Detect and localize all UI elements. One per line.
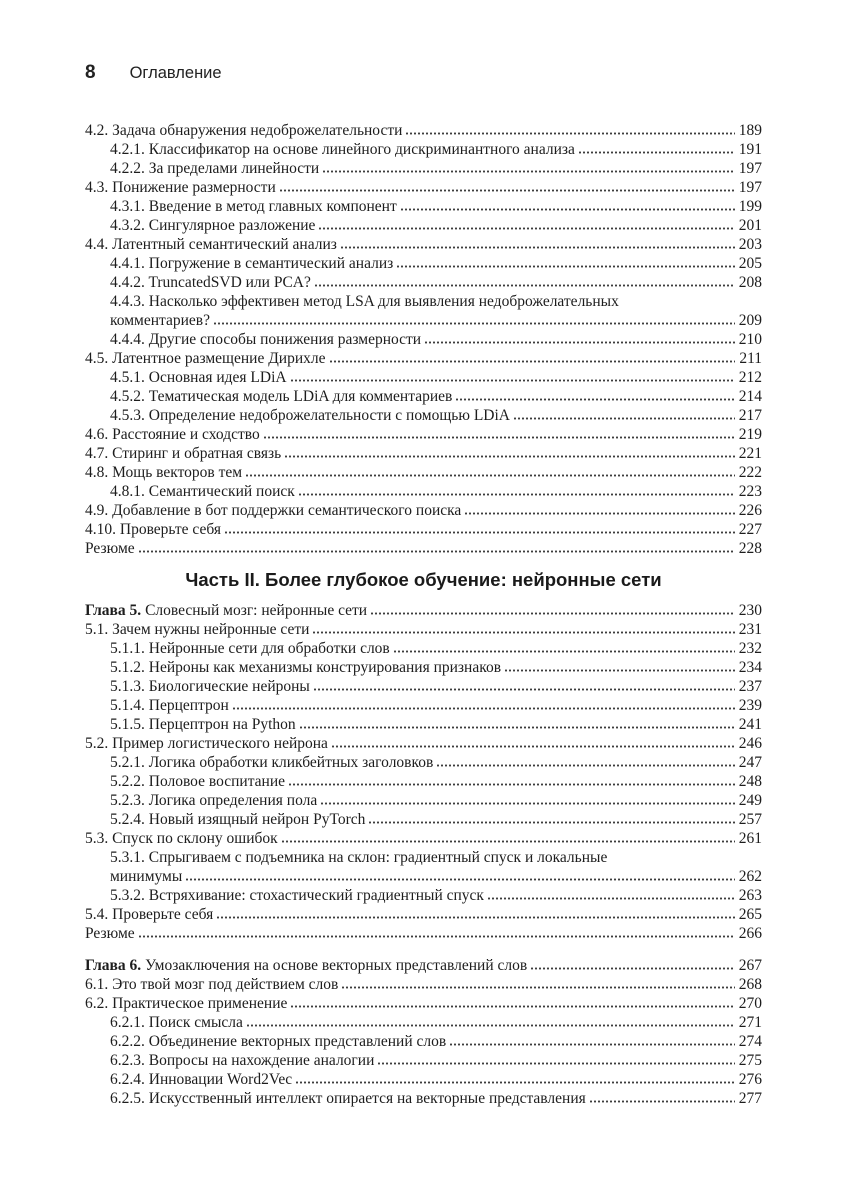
toc-page-number: 234 — [738, 659, 762, 676]
toc-page-number: 214 — [738, 388, 762, 405]
dot-leader — [295, 1081, 735, 1084]
toc-entry — [85, 810, 762, 829]
dot-leader — [185, 878, 734, 881]
toc-entry-title: 5.2.3. Логика определения пола — [110, 792, 318, 809]
toc-entry — [85, 829, 762, 848]
toc-page-number: 276 — [738, 1071, 762, 1088]
dot-leader — [370, 612, 735, 615]
toc-entry-row — [110, 677, 762, 696]
dot-leader — [213, 322, 735, 325]
toc-page-number: 189 — [738, 122, 762, 139]
toc-entry-row — [110, 886, 762, 905]
toc-entry-title: 5.1.4. Перцептрон — [110, 697, 229, 714]
toc-entry-title: 5.3.1. Спрыгиваем с подъемника на склон: градиентный спуск и локальные — [110, 849, 608, 866]
toc-entry-row — [85, 425, 762, 444]
toc-entry — [85, 501, 762, 520]
toc-entry-title: 4.5.2. Тематическая модель LDiA для комментариев — [110, 388, 453, 405]
dot-leader — [530, 967, 735, 970]
toc-entry-row — [110, 368, 762, 387]
toc-entry-title: 4.2.2. За пределами линейности — [110, 160, 320, 177]
toc-entry-title: 5.3. Спуск по склону ошибок — [85, 830, 278, 847]
toc-entry — [85, 639, 762, 658]
toc-entry — [85, 444, 762, 463]
toc-entry — [85, 216, 762, 235]
dot-leader — [464, 512, 734, 515]
toc-entry-title: 5.2.2. Половое воспитание — [110, 773, 286, 790]
toc — [85, 121, 762, 1108]
dot-leader — [487, 897, 735, 900]
dot-leader — [329, 360, 736, 363]
dot-leader — [290, 379, 735, 382]
toc-entry — [85, 1070, 762, 1089]
dot-leader — [263, 436, 735, 439]
toc-entry — [85, 292, 762, 330]
toc-block — [85, 601, 762, 943]
toc-entry-row — [110, 791, 762, 810]
toc-page-number: 226 — [738, 502, 762, 519]
toc-entry — [85, 994, 762, 1013]
dot-leader — [246, 1024, 735, 1027]
toc-entry-title: 4.4.1. Погружение в семантический анализ — [110, 255, 394, 272]
toc-page-number: 203 — [738, 236, 762, 253]
toc-entry-title: Резюме — [85, 540, 135, 557]
dot-leader — [341, 986, 734, 989]
toc-entry-title: 4.10. Проверьте себя — [85, 521, 222, 538]
toc-entry-title: 5.1.1. Нейронные сети для обработки слов — [110, 640, 390, 657]
toc-entry-row — [110, 140, 762, 159]
toc-entry-row — [110, 810, 762, 829]
toc-entry-title: 5.2. Пример логистического нейрона — [85, 735, 328, 752]
toc-entry-row — [85, 734, 762, 753]
toc-entry-title: 5.1.3. Биологические нейроны — [110, 678, 310, 695]
toc-page-number: 221 — [738, 445, 762, 462]
toc-entry-row — [110, 772, 762, 791]
toc-page-number: 266 — [738, 925, 762, 942]
toc-entry-row — [110, 639, 762, 658]
toc-entry-title: 4.7. Стиринг и обратная связь — [85, 445, 282, 462]
toc-entry-row — [110, 696, 762, 715]
toc-entry-title: 4.3.1. Введение в метод главных компонент — [110, 198, 397, 215]
toc-entry — [85, 886, 762, 905]
toc-entry-title: 4.5.3. Определение недоброжелательности с помощью LDiA — [110, 407, 510, 424]
toc-entry-row — [85, 956, 762, 975]
toc-entry-row — [110, 1032, 762, 1051]
toc-entry-row — [85, 975, 762, 994]
toc-entry-row — [110, 273, 762, 292]
toc-entry-title: 5.2.1. Логика обработки кликбейтных заголовков — [110, 754, 434, 771]
dot-leader — [424, 341, 735, 344]
toc-entry — [85, 620, 762, 639]
toc-entry-title: 4.3. Понижение размерности — [85, 179, 276, 196]
toc-entry-row — [85, 520, 762, 539]
dot-leader — [232, 707, 735, 710]
toc-entry-row — [110, 1089, 762, 1108]
toc-entry-title: 5.1. Зачем нужны нейронные сети — [85, 621, 310, 638]
toc-entry-title: 6.2. Практическое применение — [85, 995, 288, 1012]
dot-leader — [279, 189, 735, 192]
toc-entry — [85, 425, 762, 444]
toc-entry-row — [85, 905, 762, 924]
toc-entry — [85, 753, 762, 772]
toc-entry-title: Глава 6. Умозаключения на основе векторных представлений слов — [85, 957, 528, 974]
toc-page-number: 271 — [738, 1014, 762, 1031]
toc-page-number: 277 — [738, 1090, 762, 1107]
toc-entry-row — [85, 924, 762, 943]
toc-page-number: 247 — [738, 754, 762, 771]
toc-page-number: 230 — [738, 602, 762, 619]
dot-leader — [298, 493, 735, 496]
toc-entry-row — [110, 1013, 762, 1032]
toc-page-number: 205 — [738, 255, 762, 272]
toc-entry-title: 4.9. Добавление в бот поддержки семантического поиска — [85, 502, 462, 519]
part-heading: Часть II. Более глубокое обучение: нейронные сети — [185, 569, 662, 590]
toc-entry-title: 4.4.2. TruncatedSVD или PCA? — [110, 274, 311, 291]
dot-leader — [288, 783, 735, 786]
toc-page-number: 274 — [738, 1033, 762, 1050]
toc-page-number: 248 — [738, 773, 762, 790]
toc-page-number: 197 — [738, 179, 762, 196]
toc-entry — [85, 791, 762, 810]
dot-leader — [504, 669, 735, 672]
toc-entry-row — [85, 444, 762, 463]
toc-entry — [85, 956, 762, 975]
toc-page-number: 227 — [738, 521, 762, 538]
toc-entry — [85, 406, 762, 425]
dot-leader — [216, 916, 734, 919]
toc-entry — [85, 1013, 762, 1032]
toc-entry-row — [110, 1051, 762, 1070]
toc-block — [85, 121, 762, 558]
toc-entry — [85, 848, 762, 886]
toc-page-number: 223 — [738, 483, 762, 500]
toc-entry-row — [85, 501, 762, 520]
dot-leader — [396, 265, 735, 268]
running-head-title: Оглавление — [129, 64, 222, 82]
dot-leader — [368, 821, 734, 824]
toc-page-number: 208 — [738, 274, 762, 291]
toc-entry — [85, 178, 762, 197]
toc-entry-title: 4.5.1. Основная идея LDiA — [110, 369, 287, 386]
toc-entry-row — [85, 601, 762, 620]
toc-entry — [85, 715, 762, 734]
toc-entry-row — [85, 178, 762, 197]
toc-page-number: 197 — [738, 160, 762, 177]
toc-page-number: 263 — [738, 887, 762, 904]
dot-leader — [314, 284, 735, 287]
toc-entry — [85, 772, 762, 791]
toc-entry — [85, 273, 762, 292]
dot-leader — [589, 1100, 735, 1103]
toc-entry-title: 4.8.1. Семантический поиск — [110, 483, 295, 500]
dot-leader — [513, 417, 735, 420]
toc-entry-row — [110, 387, 762, 406]
toc-page-number: 199 — [738, 198, 762, 215]
toc-entry-row — [85, 994, 762, 1013]
toc-page-number: 241 — [738, 716, 762, 733]
toc-entry-title: 4.8. Мощь векторов тем — [85, 464, 243, 481]
toc-entry-row — [85, 463, 762, 482]
running-head — [85, 62, 762, 84]
toc-entry — [85, 368, 762, 387]
page-folio-number: 8 — [85, 62, 96, 83]
toc-entry — [85, 975, 762, 994]
toc-entry-row — [110, 330, 762, 349]
toc-entry-title: 4.2. Задача обнаружения недоброжелательности — [85, 122, 403, 139]
dot-leader — [138, 550, 735, 553]
chapter-label: Глава 5. — [85, 602, 142, 619]
toc-page-number: 217 — [738, 407, 762, 424]
toc-entry — [85, 924, 762, 943]
dot-leader — [322, 170, 735, 173]
toc-entry-title: 5.2.4. Новый изящный нейрон PyTorch — [110, 811, 366, 828]
toc-entry-row-continuation — [110, 311, 762, 330]
toc-entry-row — [110, 254, 762, 273]
toc-entry — [85, 349, 762, 368]
toc-entry-row — [110, 482, 762, 501]
toc-page-number: 246 — [738, 735, 762, 752]
toc-page-number: 239 — [738, 697, 762, 714]
toc-page-number: 275 — [738, 1052, 762, 1069]
toc-entry-title: 4.6. Расстояние и сходство — [85, 426, 260, 443]
toc-entry-title: 6.1. Это твой мозг под действием слов — [85, 976, 339, 993]
toc-entry-row — [85, 349, 762, 368]
toc-entry — [85, 696, 762, 715]
toc-entry-row — [110, 753, 762, 772]
toc-entry — [85, 1089, 762, 1108]
toc-page-number: 268 — [738, 976, 762, 993]
toc-page-number: 212 — [738, 369, 762, 386]
dot-leader — [578, 151, 735, 154]
toc-entry — [85, 463, 762, 482]
toc-entry-row — [110, 848, 762, 867]
toc-entry-title: 5.1.5. Перцептрон на Python — [110, 716, 296, 733]
toc-entry-title: 6.2.4. Инновации Word2Vec — [110, 1071, 293, 1088]
toc-page-number: 249 — [738, 792, 762, 809]
toc-entry-title: 4.2.1. Классификатор на основе линейного дискриминантного анализа — [110, 141, 575, 158]
toc-entry — [85, 905, 762, 924]
toc-entry — [85, 482, 762, 501]
toc-entry-title: 6.2.3. Вопросы на нахождение аналогии — [110, 1052, 375, 1069]
toc-entry — [85, 1032, 762, 1051]
toc-entry — [85, 601, 762, 620]
dot-leader — [320, 802, 735, 805]
toc-entry-title: 6.2.1. Поиск смысла — [110, 1014, 243, 1031]
toc-entry — [85, 121, 762, 140]
toc-block — [85, 956, 762, 1108]
toc-page-number: 209 — [738, 312, 762, 329]
toc-page-number: 231 — [738, 621, 762, 638]
toc-entry-title: Резюме — [85, 925, 135, 942]
toc-entry — [85, 734, 762, 753]
toc-entry-row — [110, 658, 762, 677]
toc-entry-row — [85, 829, 762, 848]
toc-entry-title: 4.4. Латентный семантический анализ — [85, 236, 337, 253]
toc-page-number: 219 — [738, 426, 762, 443]
toc-entry-title-continuation: минимумы — [110, 868, 183, 885]
toc-entry — [85, 539, 762, 558]
toc-entry — [85, 159, 762, 178]
toc-entry-row — [85, 235, 762, 254]
toc-entry — [85, 1051, 762, 1070]
toc-entry-title: 5.1.2. Нейроны как механизмы конструирования признаков — [110, 659, 502, 676]
toc-entry-title: 5.3.2. Встряхивание: стохастический градиентный спуск — [110, 887, 484, 904]
toc-entry-title: 4.3.2. Сингулярное разложение — [110, 217, 316, 234]
dot-leader — [340, 246, 735, 249]
toc-entry-row — [85, 539, 762, 558]
toc-entry-row — [110, 406, 762, 425]
toc-page-number: 262 — [738, 868, 762, 885]
toc-entry-row — [110, 292, 762, 311]
dot-leader — [405, 132, 734, 135]
toc-entry-row-continuation — [110, 867, 762, 886]
toc-entry-row — [110, 1070, 762, 1089]
dot-leader — [224, 531, 735, 534]
toc-entry-title: 6.2.2. Объединение векторных представлений слов — [110, 1033, 447, 1050]
dot-leader — [245, 474, 735, 477]
dot-leader — [284, 455, 735, 458]
dot-leader — [436, 764, 734, 767]
toc-entry — [85, 197, 762, 216]
toc-page-number: 237 — [738, 678, 762, 695]
toc-entry-title: 4.5. Латентное размещение Дирихле — [85, 350, 326, 367]
toc-entry — [85, 677, 762, 696]
toc-entry-title: Глава 5. Словесный мозг: нейронные сети — [85, 602, 368, 619]
dot-leader — [455, 398, 734, 401]
dot-leader — [138, 935, 735, 938]
toc-entry-title: 5.4. Проверьте себя — [85, 906, 214, 923]
toc-page-number: 270 — [738, 995, 762, 1012]
toc-entry-title: 4.4.3. Насколько эффективен метод LSA для выявления недоброжелательных — [110, 293, 619, 310]
toc-page-number: 211 — [739, 350, 762, 367]
toc-page-number: 201 — [738, 217, 762, 234]
dot-leader — [393, 650, 735, 653]
dot-leader — [331, 745, 735, 748]
toc-page-number: 257 — [738, 811, 762, 828]
chapter-label: Глава 6. — [85, 957, 142, 974]
toc-entry — [85, 235, 762, 254]
toc-entry-row — [110, 197, 762, 216]
toc-page-number: 191 — [738, 141, 762, 158]
dot-leader — [449, 1043, 735, 1046]
dot-leader — [299, 726, 735, 729]
toc-entry-title: 6.2.5. Искусственный интеллект опирается на векторные представления — [110, 1090, 586, 1107]
dot-leader — [313, 688, 735, 691]
toc-page-number: 210 — [738, 331, 762, 348]
toc-page-number: 222 — [738, 464, 762, 481]
toc-entry-title: 4.4.4. Другие способы понижения размерности — [110, 331, 422, 348]
toc-entry-row — [110, 715, 762, 734]
dot-leader — [281, 840, 735, 843]
toc-page-number: 265 — [738, 906, 762, 923]
toc-page-number: 228 — [738, 540, 762, 557]
toc-entry — [85, 658, 762, 677]
dot-leader — [377, 1062, 734, 1065]
toc-entry-row — [85, 620, 762, 639]
toc-entry — [85, 254, 762, 273]
toc-entry-row — [85, 121, 762, 140]
toc-entry — [85, 387, 762, 406]
dot-leader — [400, 208, 735, 211]
toc-entry-row — [110, 159, 762, 178]
dot-leader — [290, 1005, 734, 1008]
toc-page-number: 232 — [738, 640, 762, 657]
toc-page-number: 261 — [738, 830, 762, 847]
toc-entry — [85, 520, 762, 539]
toc-entry — [85, 140, 762, 159]
dot-leader — [318, 227, 734, 230]
toc-entry-row — [110, 216, 762, 235]
dot-leader — [312, 631, 734, 634]
toc-entry-title-continuation: комментариев? — [110, 312, 210, 329]
toc-page-number: 267 — [738, 957, 762, 974]
toc-entry — [85, 330, 762, 349]
